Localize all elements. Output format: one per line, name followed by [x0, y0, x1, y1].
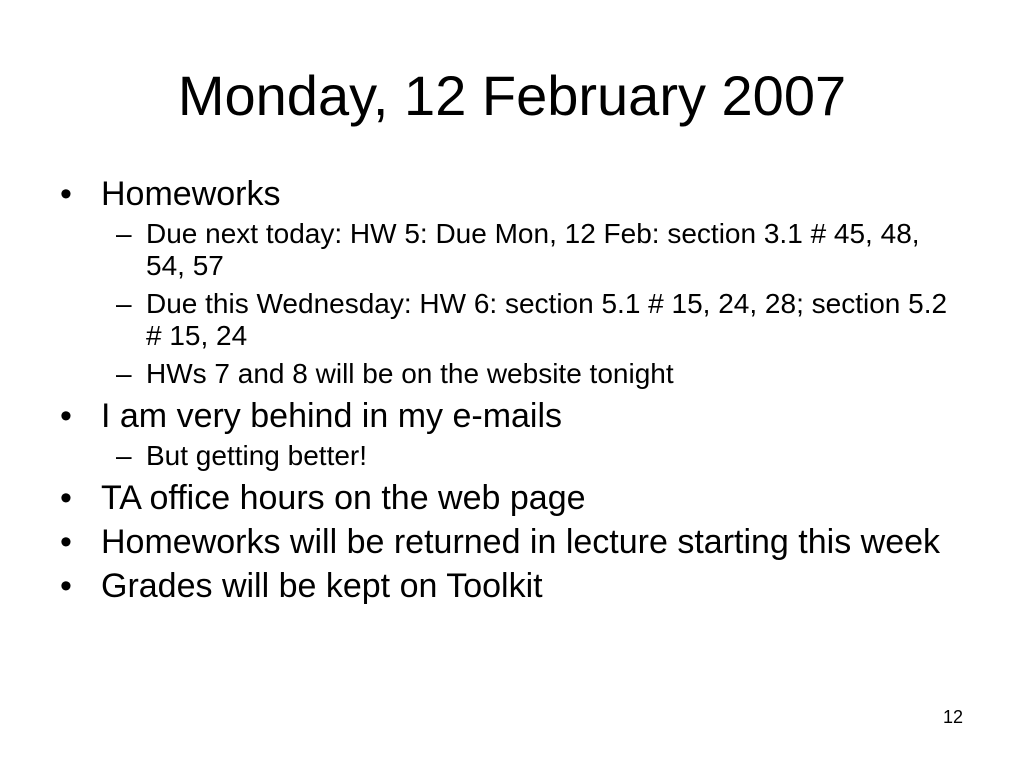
bullet-icon: • [60, 397, 72, 435]
sub-bullet-text: Due next today: HW 5: Due Mon, 12 Feb: section 3.1 # 45, 48, 54, 57 [146, 218, 920, 281]
bullet-item-ta-hours [60, 479, 963, 517]
bullet-icon: • [60, 567, 72, 605]
sub-bullet-item [116, 440, 963, 472]
bullet-list [0, 176, 1024, 604]
sub-bullet-item [116, 218, 963, 282]
bullet-item-homeworks-returned [60, 523, 963, 561]
sub-bullet-list [101, 440, 963, 472]
bullet-icon: • [60, 175, 72, 213]
sub-bullet-text: HWs 7 and 8 will be on the website tonight [146, 358, 674, 389]
dash-icon: – [116, 358, 132, 389]
sub-bullet-text: Due this Wednesday: HW 6: section 5.1 # 15, 24, 28; section 5.2 # 15, 24 [146, 288, 948, 351]
bullet-item-homeworks [60, 175, 963, 390]
bullet-icon: • [60, 479, 72, 517]
bullet-text: Homeworks [101, 175, 281, 213]
bullet-text: I am very behind in my e-mails [101, 397, 563, 435]
dash-icon: – [116, 218, 132, 249]
sub-bullet-list [101, 218, 963, 390]
bullet-text: Grades will be kept on Toolkit [101, 567, 543, 605]
sub-bullet-item [116, 288, 963, 352]
sub-bullet-text: But getting better! [146, 440, 368, 471]
bullet-text: Homeworks will be returned in lecture starting this week [101, 523, 941, 561]
bullet-item-emails [60, 397, 963, 472]
sub-bullet-item [116, 358, 963, 390]
slide-number: 12 [942, 707, 963, 727]
dash-icon: – [116, 288, 132, 319]
bullet-text: TA office hours on the web page [101, 479, 586, 517]
bullet-icon: • [60, 523, 72, 561]
slide-title: Monday, 12 February 2007 [177, 64, 847, 127]
bullet-item-grades [60, 567, 963, 605]
dash-icon: – [116, 440, 132, 471]
